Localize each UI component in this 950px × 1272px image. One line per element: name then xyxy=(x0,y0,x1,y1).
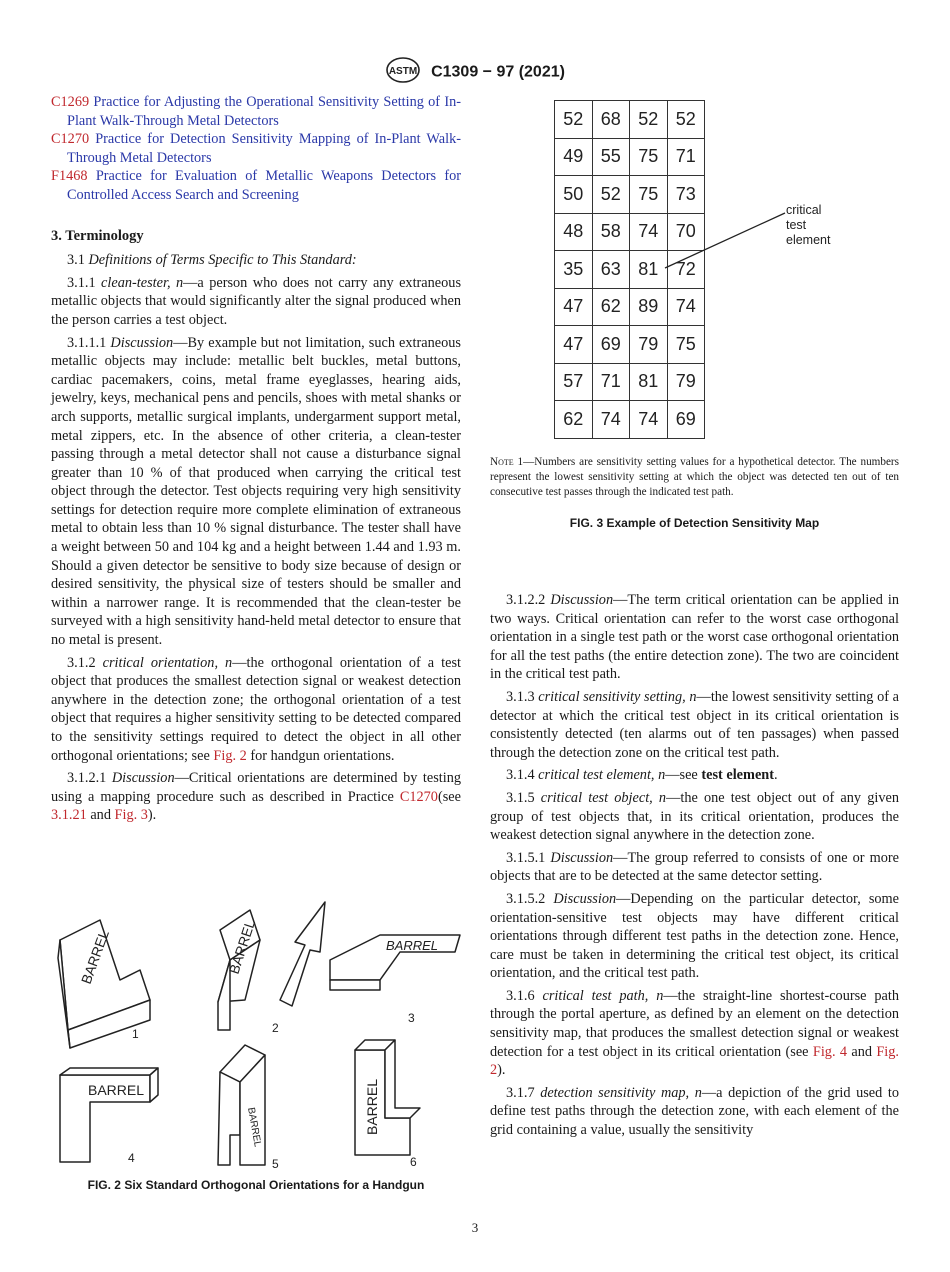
reference-title[interactable]: Practice for Detection Sensitivity Mapping of In-Plant Walk-Through Metal Detectors xyxy=(67,131,461,166)
handgun-orientations-figure xyxy=(50,890,470,1180)
barrel-label-6: BARREL xyxy=(364,1078,380,1135)
grid-cell: 69 xyxy=(592,326,630,364)
grid-cell: 47 xyxy=(555,326,593,364)
grid-cell: 74 xyxy=(630,401,668,439)
barrel-label-3: BARREL xyxy=(386,938,439,953)
number-6: 6 xyxy=(410,1155,417,1169)
grid-cell: 71 xyxy=(592,363,630,401)
barrel-label-1: BARREL xyxy=(77,927,112,987)
section-3-1-21-link[interactable]: 3.1.21 xyxy=(51,807,87,824)
number-1: 1 xyxy=(132,1027,139,1041)
grid-cell: 68 xyxy=(592,101,630,139)
grid-cell: 70 xyxy=(667,213,705,251)
orientation-6-drawing xyxy=(355,1040,420,1169)
para-3-1-4: 3.1.4 critical test element, n—see test element. xyxy=(506,767,778,784)
grid-cell: 71 xyxy=(667,138,705,176)
para-3-1-6: 3.1.6 critical test path, n—the straight-line shortest-course path through the portal aperture, as defined by an element on the detection sensitivity map, that produces the smallest detection signal or weakest detection for a test object in its critical orientation (see Fig. 4 and Fig. 2). xyxy=(490,987,899,1079)
orientation-2-drawing xyxy=(218,902,325,1035)
fig2-link[interactable]: Fig. 2 xyxy=(213,747,247,764)
number-4: 4 xyxy=(128,1151,135,1165)
fig4-link[interactable]: Fig. 4 xyxy=(812,1043,848,1060)
number-3: 3 xyxy=(408,1011,415,1025)
fig3-link[interactable]: Fig. 3 xyxy=(114,807,148,824)
orientation-5-drawing xyxy=(218,1045,279,1171)
grid-cell: 48 xyxy=(555,213,593,251)
page-number: 3 xyxy=(471,1220,479,1235)
arrow-drawing xyxy=(280,902,325,1006)
orientation-3-drawing xyxy=(330,935,460,1025)
number-2: 2 xyxy=(272,1021,279,1035)
grid-cell: 52 xyxy=(667,101,705,139)
para-3-1: 3.1 Definitions of Terms Specific to This Standard: xyxy=(67,252,357,269)
callout-pointer-line xyxy=(665,213,785,268)
grid-cell: 52 xyxy=(592,176,630,214)
section-heading-terminology: 3. Terminology xyxy=(51,227,144,244)
astm-logo-text: ASTM xyxy=(388,66,418,77)
grid-cell: 57 xyxy=(555,363,593,401)
grid-cell: 47 xyxy=(555,288,593,326)
reference-code[interactable]: F1468 xyxy=(51,168,88,185)
grid-cell: 75 xyxy=(667,326,705,364)
para-3-1-1: 3.1.1 clean-tester, n—a person who does not carry any extraneous metallic objects that would significantly alter the signal produced when the person carries a test object. xyxy=(51,274,462,328)
reference-code[interactable]: C1270 xyxy=(51,131,90,148)
para-3-1-2-2: 3.1.2.2 Discussion—The term critical orientation can be applied in two ways. Critical orientation can refer to the worst case orthogonal orientation in a single test path or the worst case orthogonal orientation for all the test paths (the entire detection zone). The two are coincident in the critical test path. xyxy=(490,592,900,683)
grid-cell: 89 xyxy=(630,288,668,326)
reference-title[interactable]: Practice for Evaluation of Metallic Weapons Detectors for Controlled Access Search and Screening xyxy=(67,168,462,203)
orientation-4-drawing xyxy=(60,1068,158,1165)
grid-cell: 50 xyxy=(555,176,593,214)
grid-cell: 63 xyxy=(592,251,630,289)
para-3-1-7: 3.1.7 detection sensitivity map, n—a depiction of the grid used to define test paths through the detection zone, with each element of the grid containing a value, usually the sensitivity xyxy=(490,1084,899,1139)
critical-test-element-callout: critical test element xyxy=(786,203,831,247)
barrel-label-2: BARREL xyxy=(225,917,259,976)
grid-cell: 81 xyxy=(630,363,668,401)
document-designation: C1309 − 97 (2021) xyxy=(431,63,565,81)
grid-cell: 75 xyxy=(630,138,668,176)
grid-cell: 52 xyxy=(630,101,668,139)
grid-cell: 55 xyxy=(592,138,630,176)
grid-cell: 79 xyxy=(630,326,668,364)
grid-cell: 73 xyxy=(667,176,705,214)
grid-cell: 72 xyxy=(667,251,705,289)
grid-cell: 62 xyxy=(555,401,593,439)
para-3-1-1-1: 3.1.1.1 Discussion—By example but not limitation, such extraneous metallic objects may include: metallic belt buckles, metal buttons, cardiac pacemakers, coins, metal frame eyeglasses, hearing aids, jewelry, keys, mechanical pens and pencils, shoes with metal shanks or arch supports, metallic surgical implants, undergarment support metal, metal zippers, etc. In the absence of other criteria, a clean-tester passing through a metal detector shall not cause a disturbance signal greater than 10 % of that produced when carrying the critical test object through the detector. Test objects requiring very high sensitivity settings for detection require more complete elimination of extraneous metal to obtain less than 10 % signal disturbance. The tester shall have a weight between 50 and 104 kg and a height between 1.44 and 1.93 m. Should a given detector be sensitive to body size because of design or desired sensitivity, the physical size of testers should be smaller and within a narrower range. It is recommended that the clean-tester be surveyed with a high sensitivity hand-held metal detector to ensure that no metal is present. xyxy=(51,334,461,649)
fig2-link-2[interactable]: Fig. 2 xyxy=(490,1043,899,1079)
para-3-1-3: 3.1.3 critical sensitivity setting, n—the lowest sensitivity setting of a detector at which the critical test object in its critical orientation is consistently detected (ten alarms out of ten passages) when passed through the detection zone on the critical test path. xyxy=(490,688,899,761)
grid-cell: 58 xyxy=(592,213,630,251)
grid-cell: 74 xyxy=(630,213,668,251)
fig3-note: Note 1—Numbers are sensitivity setting values for a hypothetical detector. The numbers represent the lowest sensitivity setting at which the object was detected ten out of ten consecutive test passes through the indicated test path. xyxy=(490,456,899,499)
para-3-1-5: 3.1.5 critical test object, n—the one test object out of any given group of test objects that, in its critical orientation, produces the weakest detection signal anywhere in the detection zone. xyxy=(490,789,899,844)
reference-code[interactable]: C1269 xyxy=(51,94,90,110)
barrel-label-5: BARREL xyxy=(245,1106,263,1148)
grid-cell: 35 xyxy=(555,251,593,289)
para-3-1-2-1: 3.1.2.1 Discussion—Critical orientations are determined by testing using a mapping procedure such as described in Practice C1270(see 3.1.21 and Fig. 3). xyxy=(51,770,461,824)
para-3-1-2: 3.1.2 critical orientation, n—the orthogonal orientation of a test object that produces the smallest detection signal or weakest detection anywhere in the detection zone; the orthogonal orientation of a test object that requires a higher sensitivity setting to be detected compared to the sensitivity settings required to detect the object in all other orthogonal orientations; see Fig. 2 for handgun orientations. xyxy=(51,654,461,764)
grid-cell: 81 xyxy=(630,251,668,289)
number-5: 5 xyxy=(272,1157,279,1171)
grid-cell: 69 xyxy=(667,401,705,439)
barrel-label-4: BARREL xyxy=(88,1082,145,1098)
grid-cell: 49 xyxy=(555,138,593,176)
grid-cell: 74 xyxy=(592,401,630,439)
para-3-1-5-2: 3.1.5.2 Discussion—Depending on the particular detector, some orientation-sensitive test objects may have different critical orientations through different test paths in the detection zone. Hence, care must be taken in determining the critical test object, its critical orientation, and the critical test path. xyxy=(490,890,900,982)
fig2-caption: FIG. 2 Six Standard Orthogonal Orientations for a Handgun xyxy=(87,1178,425,1192)
fig3-caption: FIG. 3 Example of Detection Sensitivity Map xyxy=(569,516,820,530)
para-3-1-5-1: 3.1.5.1 Discussion—The group referred to consists of one or more objects that are to be detected at the same detector setting. xyxy=(490,849,899,885)
grid-cell: 62 xyxy=(592,288,630,326)
right-column xyxy=(490,591,899,1144)
orientation-1-drawing xyxy=(58,920,150,1048)
grid-cell: 52 xyxy=(555,101,593,139)
c1270-link[interactable]: C1270 xyxy=(399,788,438,805)
grid-cell: 79 xyxy=(667,363,705,401)
grid-cell: 75 xyxy=(630,176,668,214)
reference-title[interactable]: Practice for Adjusting the Operational Sensitivity Setting of In-Plant Walk-Through Metal Detectors xyxy=(67,94,461,129)
grid-cell: 74 xyxy=(667,288,705,326)
